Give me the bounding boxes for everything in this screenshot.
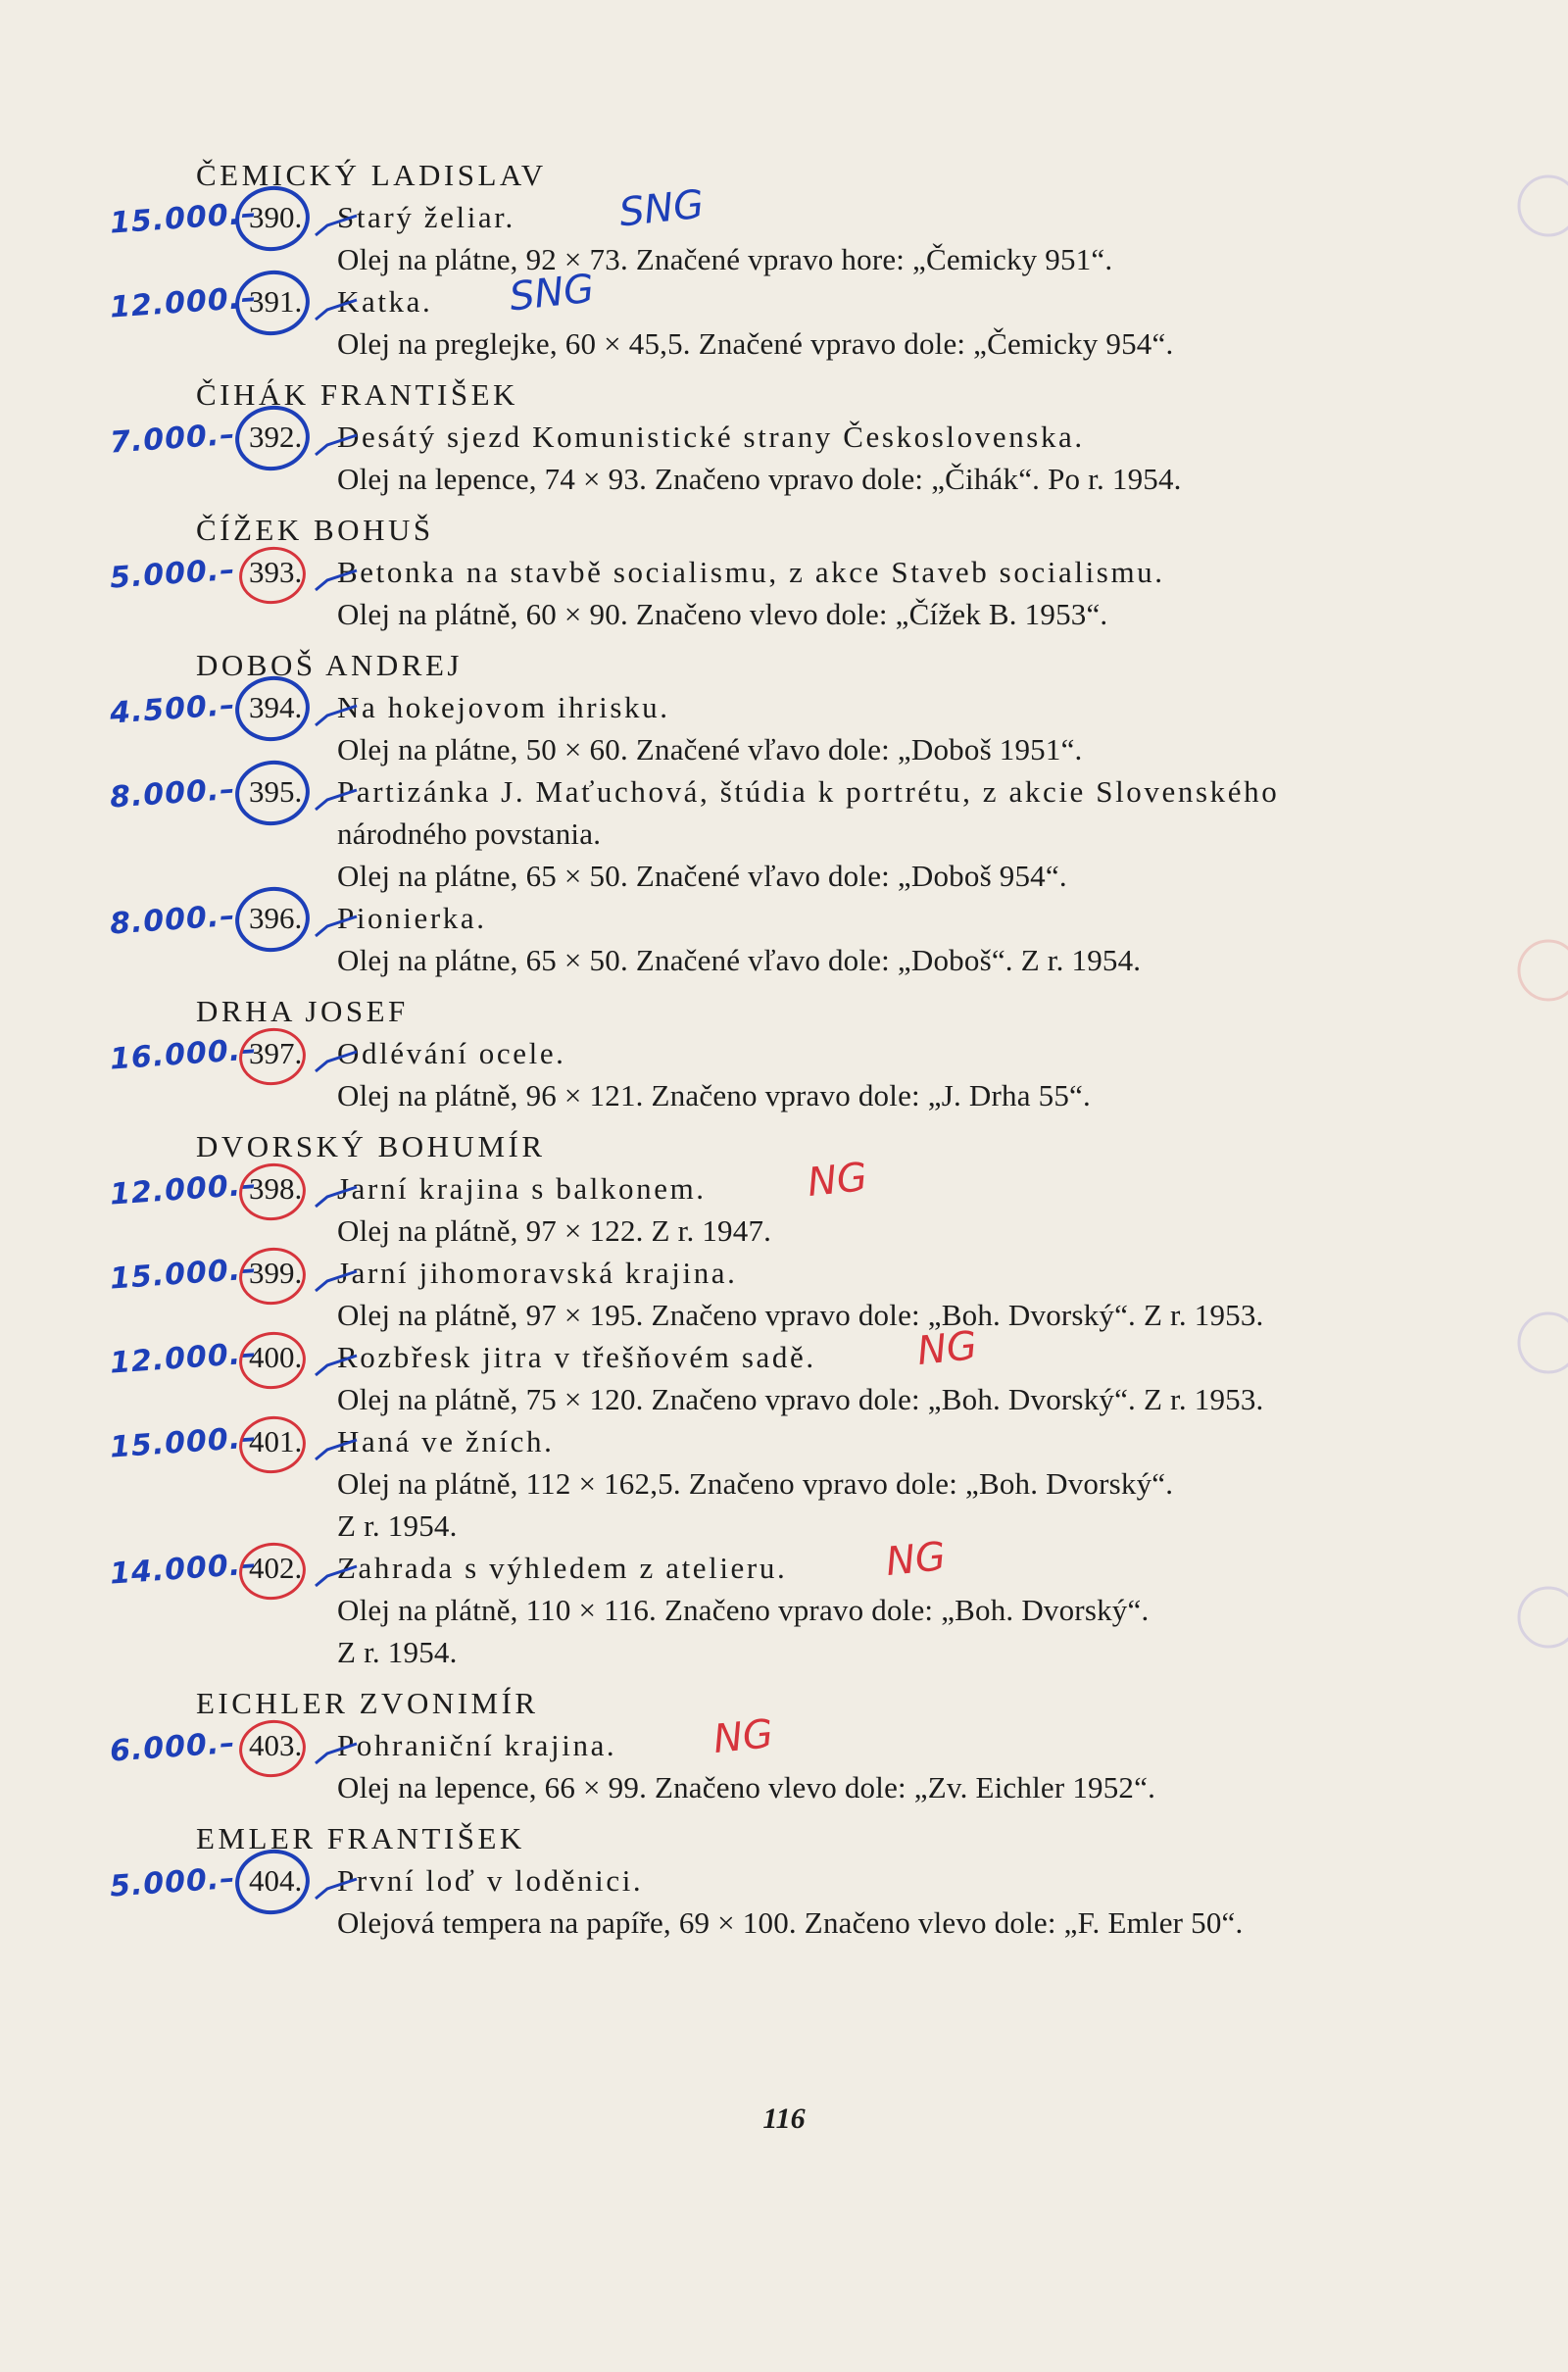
check-mark-icon	[314, 1564, 359, 1588]
entry-description: Olej na plátne, 50 × 60. Značené vľavo dole: „Doboš 1951“.	[337, 732, 1083, 766]
handwritten-price: 15.000.–	[108, 196, 259, 241]
entry-description: Olej na plátně, 97 × 195. Značeno vpravo dole: „Boh. Dvorský“. Z r. 1953.	[337, 1298, 1264, 1332]
entry-title: Odlévání ocele.	[337, 1036, 566, 1070]
handwritten-note: NG	[914, 1322, 980, 1375]
entry-title: Jarní krajina s balkonem.	[337, 1171, 707, 1206]
entry-title: Starý želiar.	[337, 200, 515, 234]
entry-title: První loď v loděnici.	[337, 1863, 644, 1898]
catalog-entry	[108, 770, 1548, 897]
entry-number: 396.	[249, 901, 303, 935]
check-mark-icon	[314, 1050, 359, 1073]
catalog-entry	[108, 416, 1548, 500]
handwritten-note: NG	[805, 1154, 870, 1207]
entry-title: Katka.	[337, 284, 433, 319]
handwritten-note: SNG	[507, 266, 597, 321]
entry-description: Olej na plátně, 75 × 120. Značeno vpravo dole: „Boh. Dvorský“. Z r. 1953.	[337, 1382, 1264, 1416]
handwritten-price: 8.000.–	[108, 898, 237, 942]
handwritten-price: 14.000.–	[108, 1547, 259, 1592]
check-mark-icon	[314, 433, 359, 457]
catalog-entry	[108, 266, 1548, 365]
entry-number: 391.	[249, 284, 303, 319]
handwritten-price: 5.000.–	[108, 1860, 237, 1904]
entry-description: Olej na plátne, 65 × 50. Značené vľavo dole: „Doboš 954“.	[337, 859, 1067, 893]
entry-title: Rozbřesk jitra v třešňovém sadě.	[337, 1340, 816, 1374]
entry-number: 394.	[249, 690, 303, 724]
entry-number: 404.	[249, 1863, 303, 1898]
artist-heading: DRHA JOSEF	[196, 994, 409, 1028]
entry-title: Betonka na stavbě socialismu, z akce Staveb socialismu.	[337, 555, 1165, 589]
catalog-entry	[108, 1322, 1548, 1420]
catalog-entry	[108, 1859, 1548, 1944]
entry-description: Olej na plátne, 65 × 50. Značené vľavo dole: „Doboš“. Z r. 1954.	[337, 943, 1142, 977]
entry-description: Olej na lepence, 74 × 93. Značeno vpravo dole: „Čihák“. Po r. 1954.	[337, 462, 1182, 496]
entry-number: 403.	[249, 1728, 303, 1762]
catalog-entry	[108, 1154, 1548, 1252]
handwritten-price: 5.000.–	[108, 552, 237, 596]
handwritten-note: SNG	[616, 181, 707, 236]
entry-number: 392.	[249, 420, 303, 454]
entry-number: 397.	[249, 1036, 303, 1070]
entry-description: Olej na plátně, 97 × 122. Z r. 1947.	[337, 1213, 772, 1248]
check-mark-icon	[314, 1269, 359, 1293]
entry-number: 402.	[249, 1551, 303, 1585]
entry-description: Z r. 1954.	[337, 1508, 458, 1543]
artist-heading: DVORSKÝ BOHUMÍR	[196, 1129, 546, 1163]
check-mark-icon	[314, 1877, 359, 1901]
entry-description: Olej na plátně, 96 × 121. Značeno vpravo dole: „J. Drha 55“.	[337, 1078, 1091, 1112]
entry-title: Zahrada s výhledem z atelieru.	[337, 1551, 788, 1585]
catalog-entry	[108, 181, 1548, 280]
handwritten-price: 16.000.–	[108, 1032, 259, 1077]
handwritten-price: 12.000.–	[108, 280, 259, 325]
handwritten-price: 12.000.–	[108, 1336, 259, 1381]
entry-description: Z r. 1954.	[337, 1635, 458, 1669]
entry-title: Pohraniční krajina.	[337, 1728, 617, 1762]
entry-title: Desátý sjezd Komunistické strany Československa.	[337, 420, 1085, 454]
entry-number: 401.	[249, 1424, 303, 1458]
check-mark-icon	[314, 1354, 359, 1377]
handwritten-price: 7.000.–	[108, 417, 237, 461]
catalog-entry	[108, 551, 1548, 635]
check-mark-icon	[314, 298, 359, 321]
entry-description: národného povstania.	[337, 816, 602, 851]
handwritten-price: 15.000.–	[108, 1252, 259, 1297]
handwritten-price: 4.500.–	[108, 687, 237, 731]
handwritten-note: NG	[710, 1710, 776, 1763]
page-number: 116	[762, 2102, 806, 2135]
handwritten-price: 15.000.–	[108, 1420, 259, 1465]
artist-heading: ČÍŽEK BOHUŠ	[196, 513, 434, 547]
entry-description: Olej na plátně, 60 × 90. Značeno vlevo dole: „Čížek B. 1953“.	[337, 597, 1108, 631]
entry-description: Olej na lepence, 66 × 99. Značeno vlevo dole: „Zv. Eichler 1952“.	[337, 1770, 1156, 1804]
check-mark-icon	[314, 568, 359, 592]
check-mark-icon	[314, 788, 359, 812]
check-mark-icon	[314, 1185, 359, 1209]
entry-description: Olej na plátne, 92 × 73. Značené vpravo hore: „Čemicky 951“.	[337, 242, 1113, 276]
entry-number: 390.	[249, 200, 303, 234]
catalog-entry	[108, 686, 1548, 770]
catalog-entry	[108, 1032, 1548, 1116]
entry-number: 399.	[249, 1256, 303, 1290]
entry-description: Olej na plátně, 110 × 116. Značeno vpravo dole: „Boh. Dvorský“.	[337, 1593, 1150, 1627]
entry-title: Jarní jihomoravská krajina.	[337, 1256, 738, 1290]
handwritten-price: 12.000.–	[108, 1167, 259, 1212]
entry-title: Pionierka.	[337, 901, 487, 935]
catalog-entry	[108, 1252, 1548, 1336]
artist-heading: DOBOŠ ANDREJ	[196, 648, 463, 682]
check-mark-icon	[314, 1742, 359, 1765]
entry-number: 400.	[249, 1340, 303, 1374]
artist-heading: ČIHÁK FRANTIŠEK	[196, 377, 518, 412]
entry-number: 398.	[249, 1171, 303, 1206]
check-mark-icon	[314, 704, 359, 727]
entry-title: Partizánka J. Maťuchová, štúdia k portrétu, z akcie Slovenského	[337, 774, 1280, 809]
catalog-entry	[108, 1710, 1548, 1808]
handwritten-price: 8.000.–	[108, 771, 237, 815]
check-mark-icon	[314, 1438, 359, 1461]
artist-heading: EMLER FRANTIŠEK	[196, 1821, 525, 1855]
entry-title: Na hokejovom ihrisku.	[337, 690, 670, 724]
check-mark-icon	[314, 914, 359, 938]
catalog-entry	[108, 1420, 1548, 1547]
entry-description: Olej na preglejke, 60 × 45,5. Značené vpravo dole: „Čemicky 954“.	[337, 326, 1174, 361]
catalog-entry	[108, 1533, 1548, 1673]
handwritten-price: 6.000.–	[108, 1725, 237, 1769]
handwritten-note: NG	[883, 1533, 949, 1586]
entry-description: Olejová tempera na papíře, 69 × 100. Značeno vlevo dole: „F. Emler 50“.	[337, 1905, 1244, 1940]
bleed-through-marks	[1509, 167, 1568, 1833]
entry-number: 393.	[249, 555, 303, 589]
entry-number: 395.	[249, 774, 303, 809]
entry-description: Olej na plátně, 112 × 162,5. Značeno vpravo dole: „Boh. Dvorský“.	[337, 1466, 1174, 1501]
check-mark-icon	[314, 214, 359, 237]
entry-title: Haná ve žních.	[337, 1424, 555, 1458]
artist-heading: EICHLER ZVONIMÍR	[196, 1686, 539, 1720]
catalog-entry	[108, 897, 1548, 981]
artist-heading: ČEMICKÝ LADISLAV	[196, 158, 547, 192]
catalog-list	[108, 155, 1548, 1944]
